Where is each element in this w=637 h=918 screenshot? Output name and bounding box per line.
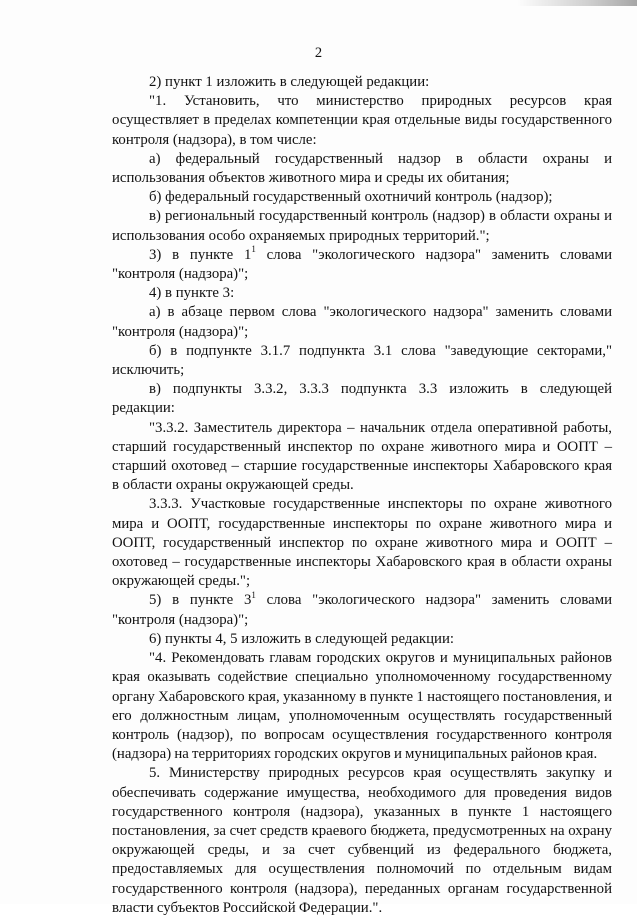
paragraph-tail: слова "экологического надзора" заменить словами "контроля (надзора)"; (112, 592, 612, 628)
paragraph: а) федеральный государственный надзор в области охраны и использования объектов животного мира и среды их обитания; (112, 150, 612, 187)
paragraph: 2) пункт 1 изложить в следующей редакции: (149, 74, 430, 90)
paragraph: в) подпункты 3.3.2, 3.3.3 подпункта 3.3 изложить в следующей редакции: (112, 381, 612, 417)
paragraph: б) в подпункте 3.1.7 подпункта 3.1 слова "заведующие секторами," исключить; (112, 342, 612, 379)
paragraph: б) федеральный государственный охотничий контроль (надзор); (149, 189, 553, 206)
paragraph: 5. Министерству природных ресурсов края осуществлять закупку и обеспечивать содержание имущества, необходимого для проведения видов государственного контроля (надзора), указанных в пункте 1 настоящего постановления, за счет средств краевого бюджета, предусмотренных на охрану окружающей среды, и за счет субвенций из федерального бюджета, предоставляемых для осуществления полномочий по отдельным видам государственного контроля (надзора), переданных органам государственной власти субъектов Российской Федерации.". (112, 765, 612, 916)
superscript: 1 (251, 589, 256, 600)
page-number: 2 (314, 45, 323, 61)
paragraph-lead: 3) в пункте 1 (149, 246, 252, 263)
paragraph: а) в абзаце первом слова "экологического надзора" заменить словами "контроля (надзора)"; (112, 304, 612, 340)
paragraph: "1. Установить, что министерство природных ресурсов края осуществляет в пределах компетенции края отдельные виды государственного контроля (надзора), в том числе: (112, 93, 612, 148)
paragraph: "3.3.2. Заместитель директора – начальник отдела оперативной работы, старший государственный инспектор по охране животного мира и ООПТ – старший охотовед – старшие государственные инспекторы Хабаровского края в области охраны окружающей среды. (112, 419, 612, 494)
scan-artifact (517, 0, 637, 6)
superscript: 1 (251, 243, 256, 254)
paragraph: в) региональный государственный контроль (надзор) в области охраны и использования особо охраняемых природных территорий."; (112, 208, 612, 244)
paragraph (112, 243, 612, 284)
paragraph: 3.3.3. Участковые государственные инспекторы по охране животного мира и ООПТ, государственные инспекторы по охране животного мира и ООПТ, государственный инспектор по охране животного мира и ООПТ – охотовед – государственные инспекторы Хабаровского края в области охраны окружающей среды."; (112, 496, 612, 590)
document-body (112, 73, 612, 918)
paragraph-lead: 5) в пункте 3 (149, 592, 252, 609)
paragraph: "4. Рекомендовать главам городских округов и муниципальных районов края оказывать содействие специально уполномоченному государственному органу Хабаровского края, указанному в пункте 1 настоящего постановления, и его должностным лицам, уполномоченным осуществлять государственный контроль (надзор), по вопросам осуществления государственного контроля (надзора) на территориях городских округов и муниципальных районов края. (112, 650, 612, 763)
paragraph (112, 591, 612, 629)
paragraph-tail: слова "экологического надзора" заменить словами "контроля (надзора)"; (112, 246, 612, 283)
paragraph: 6) пункты 4, 5 изложить в следующей редакции: (149, 630, 454, 647)
paragraph: 4) в пункте 3: (149, 285, 235, 302)
